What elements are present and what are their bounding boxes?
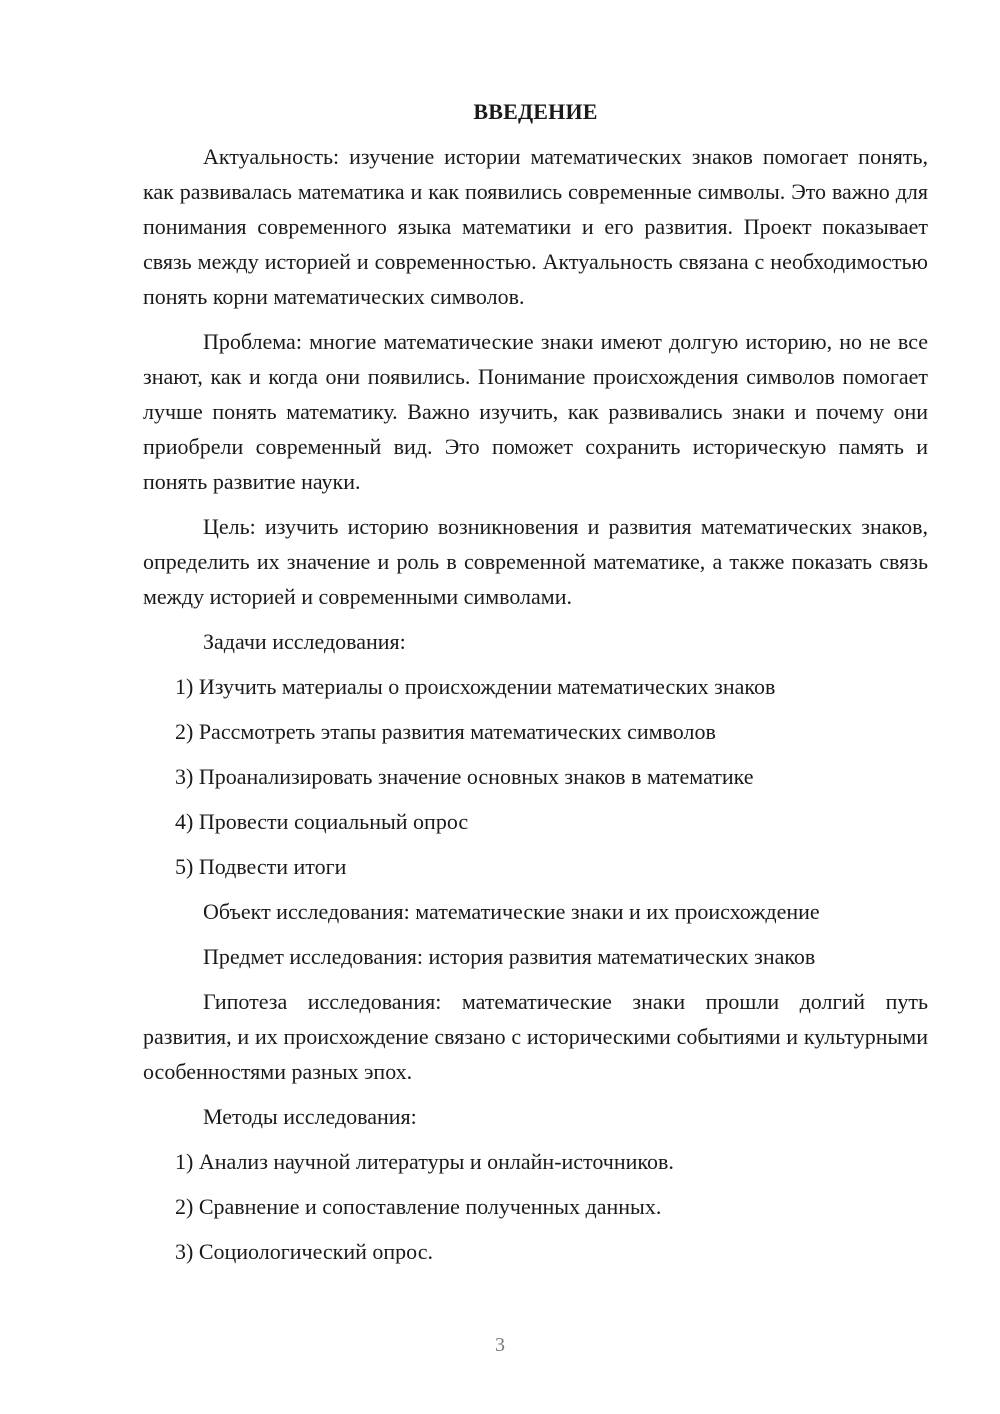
method-item: 1) Анализ научной литературы и онлайн-источников. (175, 1149, 674, 1174)
hypothesis-paragraph: Гипотеза исследования: математические знаки прошли долгий путь развития, и их происхождение связано с историческими событиями и культурными особенностями разных эпох. (143, 989, 928, 1084)
methods-label: Методы исследования: (203, 1104, 417, 1129)
task-item: 4) Провести социальный опрос (175, 809, 469, 834)
tasks-list (143, 669, 928, 884)
section-heading: ВВЕДЕНИЕ (473, 99, 598, 124)
object-paragraph: Объект исследования: математические знаки и их происхождение (203, 899, 820, 924)
methods-list (143, 1144, 928, 1269)
relevance-paragraph: Актуальность: изучение истории математических знаков помогает понять, как развивалась математика и как появились современные символы. Это важно для понимания современного языка математики и его развития. Проект показывает связь между историей и современностью. Актуальность связана с необходимостью понять корни математических символов. (143, 144, 928, 309)
goal-paragraph: Цель: изучить историю возникновения и развития математических знаков, определить их значение и роль в современной математике, а также показать связь между историей и современными символами. (143, 514, 928, 609)
tasks-label: Задачи исследования: (203, 629, 406, 654)
subject-paragraph: Предмет исследования: история развития математических знаков (203, 944, 816, 969)
task-item: 5) Подвести итоги (175, 854, 347, 879)
method-item: 3) Социологический опрос. (175, 1239, 433, 1264)
task-item: 1) Изучить материалы о происхождении математических знаков (175, 674, 776, 699)
page-number: 3 (495, 1334, 505, 1356)
method-item: 2) Сравнение и сопоставление полученных данных. (175, 1194, 662, 1219)
problem-paragraph: Проблема: многие математические знаки имеют долгую историю, но не все знают, как и когда они появились. Понимание происхождения символов помогает лучше понять математику. Важно изучить, как развивались знаки и почему они приобрели современный вид. Это поможет сохранить историческую память и понять развитие науки. (143, 329, 928, 494)
task-item: 2) Рассмотреть этапы развития математических символов (175, 719, 716, 744)
page-content (143, 94, 928, 1279)
task-item: 3) Проанализировать значение основных знаков в математике (175, 764, 754, 789)
